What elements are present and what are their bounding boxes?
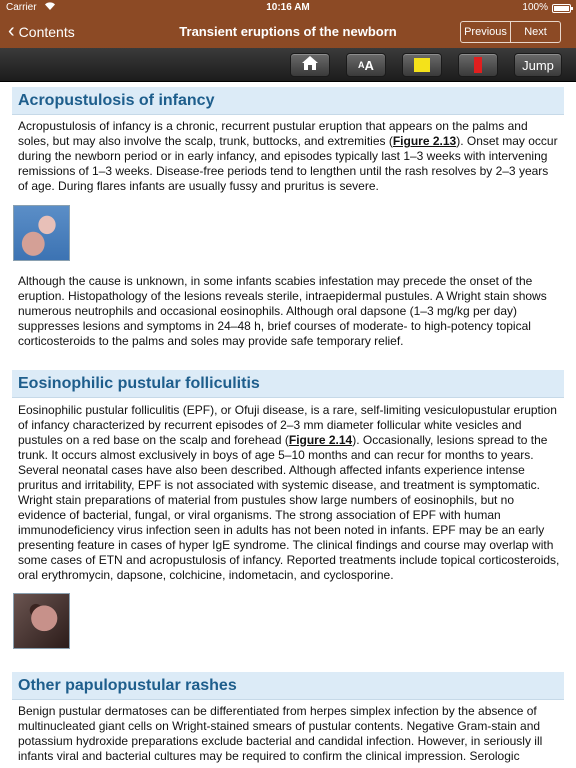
- back-button[interactable]: [8, 16, 75, 48]
- page-title: Transient eruptions of the newborn: [179, 24, 397, 39]
- home-button[interactable]: [290, 53, 330, 77]
- toolbar: [0, 48, 576, 82]
- section-heading: [12, 672, 564, 700]
- paragraph-text: Acropustulosis of infancy is a chronic, recurrent pustular eruption that appears on the palms and soles, but may also involve the scalp, trunk, buttocks, and extremities (: [18, 119, 528, 148]
- chevron-left-icon: ‹: [8, 20, 15, 42]
- jump-button[interactable]: Jump: [514, 53, 562, 77]
- figure-link[interactable]: Figure 2.14: [288, 433, 353, 447]
- section-heading-text: Eosinophilic pustular folliculitis: [18, 375, 260, 392]
- font-size-button[interactable]: [346, 53, 386, 77]
- section-heading-text: Acropustulosis of infancy: [18, 92, 215, 109]
- next-button[interactable]: Next: [524, 26, 547, 38]
- section-heading: [12, 370, 564, 398]
- previous-button[interactable]: Previous: [461, 22, 511, 42]
- prev-next-control: [460, 21, 561, 43]
- section-heading: [12, 87, 564, 115]
- note-icon: [414, 58, 430, 72]
- back-button-label: Contents: [18, 24, 75, 40]
- navigation-bar: [0, 16, 576, 48]
- bookmark-icon: [474, 57, 482, 73]
- section-heading-text: Other papulopustular rashes: [18, 677, 237, 694]
- paragraph-text: Eosinophilic pustular folliculitis (EPF), or Ofuji disease, is a rare, self-limiting vesiculopustular eruption of infancy characterized by recurrent episodes of 2–3 mm diameter follicular white vesicles and pustules on a red base on the scalp and forehead (: [18, 403, 557, 447]
- figure-thumbnail[interactable]: [13, 205, 70, 261]
- battery-percent: 100%: [522, 2, 548, 13]
- figure-link[interactable]: Figure 2.13: [392, 134, 457, 148]
- home-icon: [301, 55, 319, 76]
- clock: 10:16 AM: [266, 2, 310, 13]
- bookmark-button[interactable]: [458, 53, 498, 77]
- paragraph: [18, 403, 560, 583]
- font-small-icon: A: [358, 60, 365, 70]
- carrier-label: Carrier: [6, 2, 37, 13]
- paragraph: [18, 119, 560, 194]
- article-content[interactable]: [0, 83, 576, 768]
- note-button[interactable]: [402, 53, 442, 77]
- battery-icon: [552, 4, 571, 13]
- paragraph-text: ). Onset may occur during the newborn period or in early infancy, and episodes typically last 1–3 weeks with intervening remissions of 1–3 weeks. Disease-free periods tend to lengthen until the rash resolves by 2–3 years of age. During flares infants are usually fussy and pruritus is severe.: [18, 134, 558, 193]
- paragraph: Benign pustular dermatoses can be differentiated from herpes simplex infection by the absence of multinucleated giant cells on Wright-stained smears of pustular contents. Negative Gram-stain and potassium hydroxide preparations exclude bacterial and candidal infection. However, in seriously ill infants viral and bacterial cultures may be required to confirm the clinical impression. Serologic: [18, 704, 543, 763]
- paragraph-text: ). Occasionally, lesions spread to the trunk. It occurs almost exclusively in boys of age 5–10 months and can recur for months to years. Several neonatal cases have also been described. Although affected infants experience intense pruritus and irritability, EPF is not associated with systemic disease, and treatment is symptomatic. Wright stain preparations of material from pustules show large numbers of eosinophils, but no evidence of bacterial, fungal, or viral organisms. The strong association of EPF with human immunodeficiency virus infection seen in adults has not been noted in infants. EPF may be an early presenting feature in cases of hyper IgE syndrome. The clinical findings and course may overlap with some cases of ETN and acropustulosis of infancy. Reported treatments include topical corticosteroids, oral erythromycin, dapsone, colchicine, indometacin, and cyclosporine.: [18, 433, 560, 582]
- status-bar: [0, 0, 576, 16]
- figure-thumbnail[interactable]: [13, 593, 70, 649]
- font-big-icon: A: [364, 57, 374, 73]
- paragraph: Although the cause is unknown, in some infants scabies infestation may precede the onset of the eruption. Histopathology of the lesions reveals sterile, intraepidermal pustules. A Wright stain shows numerous neutrophils and occasional eosinophils. Although oral dapsone (1–3 mg/kg per day) suppresses lesions and symptoms in 24–48 h, brief courses of moderate- to high-potency topical corticosteroids to the palms and soles may provide safe temporary relief.: [18, 274, 547, 348]
